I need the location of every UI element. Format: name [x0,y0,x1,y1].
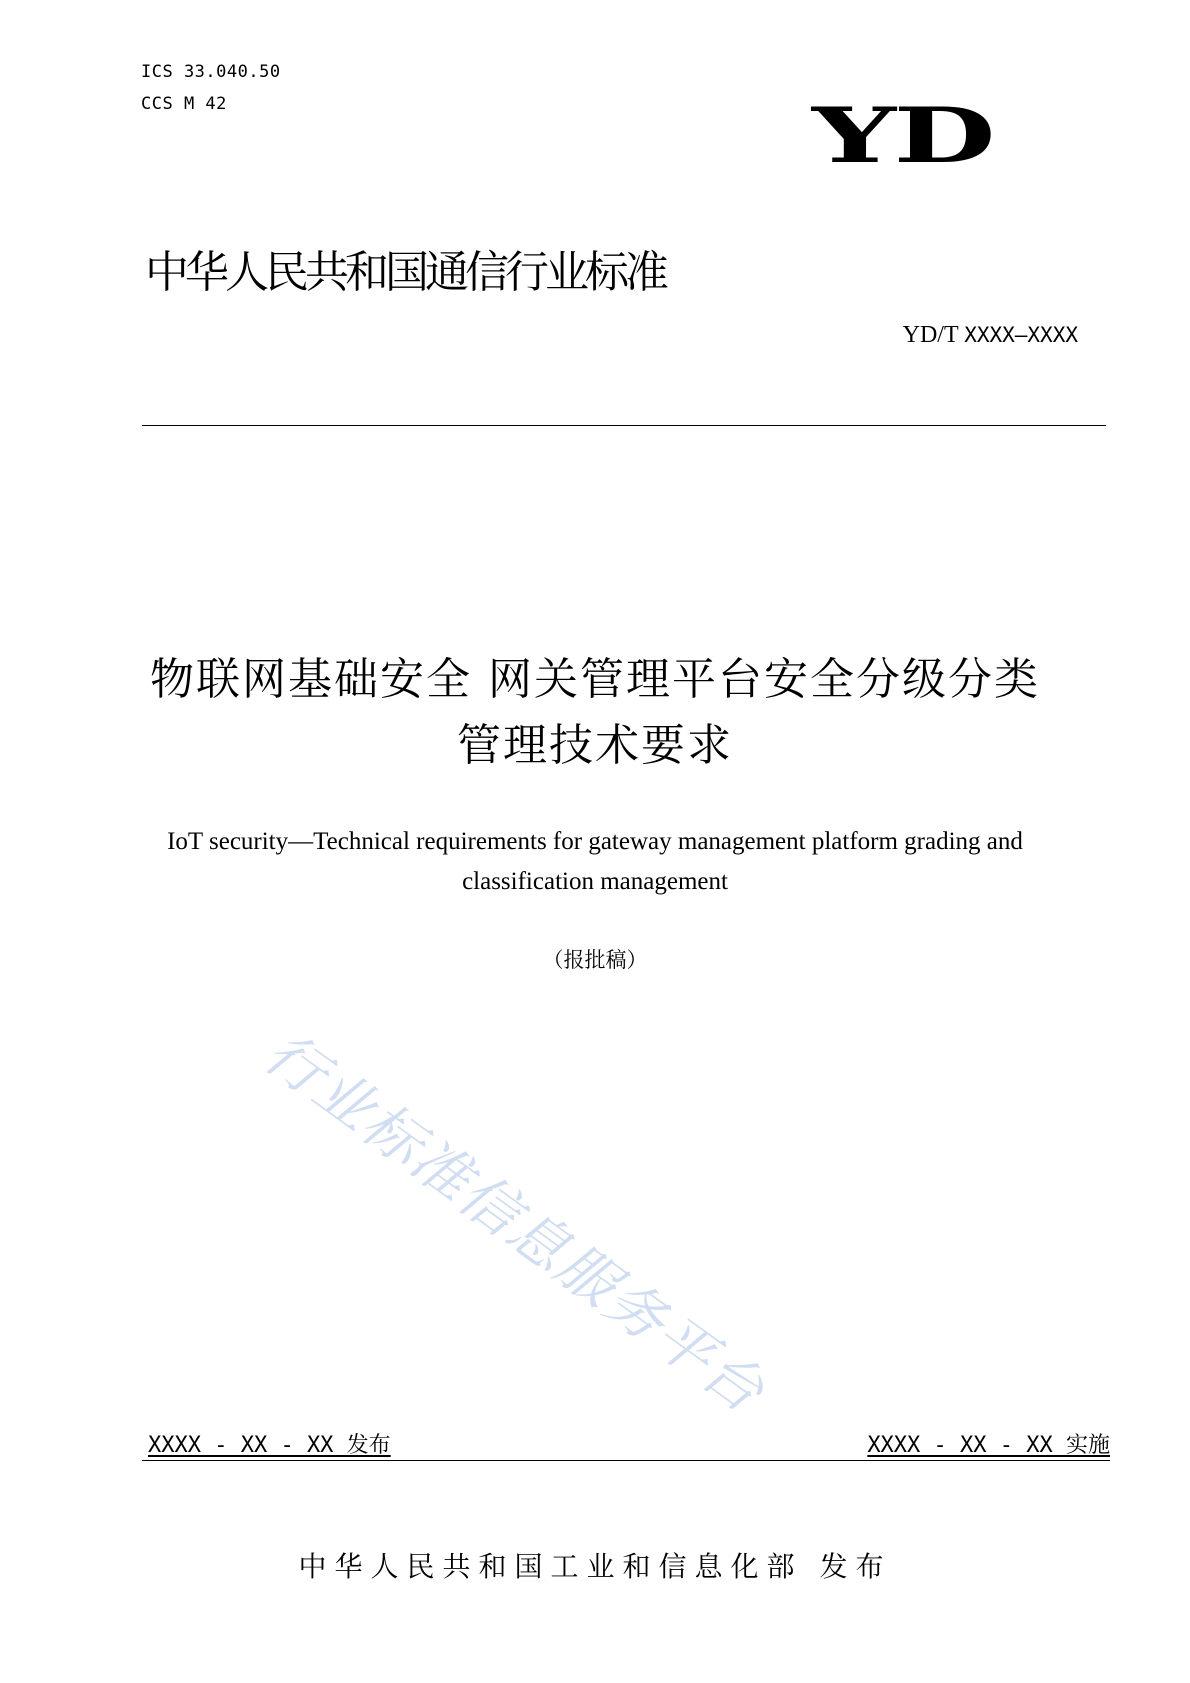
standard-number [903,322,1078,349]
english-title-line-2: classification management [462,868,728,895]
standard-number-value: XXXX—XXXX [964,323,1078,347]
release-date: XXXX - XX - XX 发布 [148,1433,391,1458]
chinese-title [60,647,1130,779]
standard-prefix: YD/T [902,322,959,348]
publisher: 中华人民共和国工业和信息化部 发布 [298,1550,892,1583]
ics-code: ICS 33.040.50 [141,62,281,82]
english-title [60,822,1130,902]
yd-logo: YD [812,91,994,180]
watermark: 行业标准信息服务平台 [252,1018,778,1427]
english-title-line-1: IoT security—Technical requirements for gateway management platform grading and [167,828,1023,855]
draft-status: （报批稿） [542,948,648,972]
implementation-date: XXXX - XX - XX 实施 [867,1433,1110,1458]
standard-type-title: 中华人民共和国通信行业标准 [145,247,665,298]
date-divider [142,1460,1110,1461]
chinese-title-line-2: 管理技术要求 [457,720,733,771]
header-divider [142,425,1106,426]
chinese-title-line-1: 物联网基础安全 网关管理平台安全分级分类 [150,654,1040,705]
ccs-code: CCS M 42 [141,94,227,114]
